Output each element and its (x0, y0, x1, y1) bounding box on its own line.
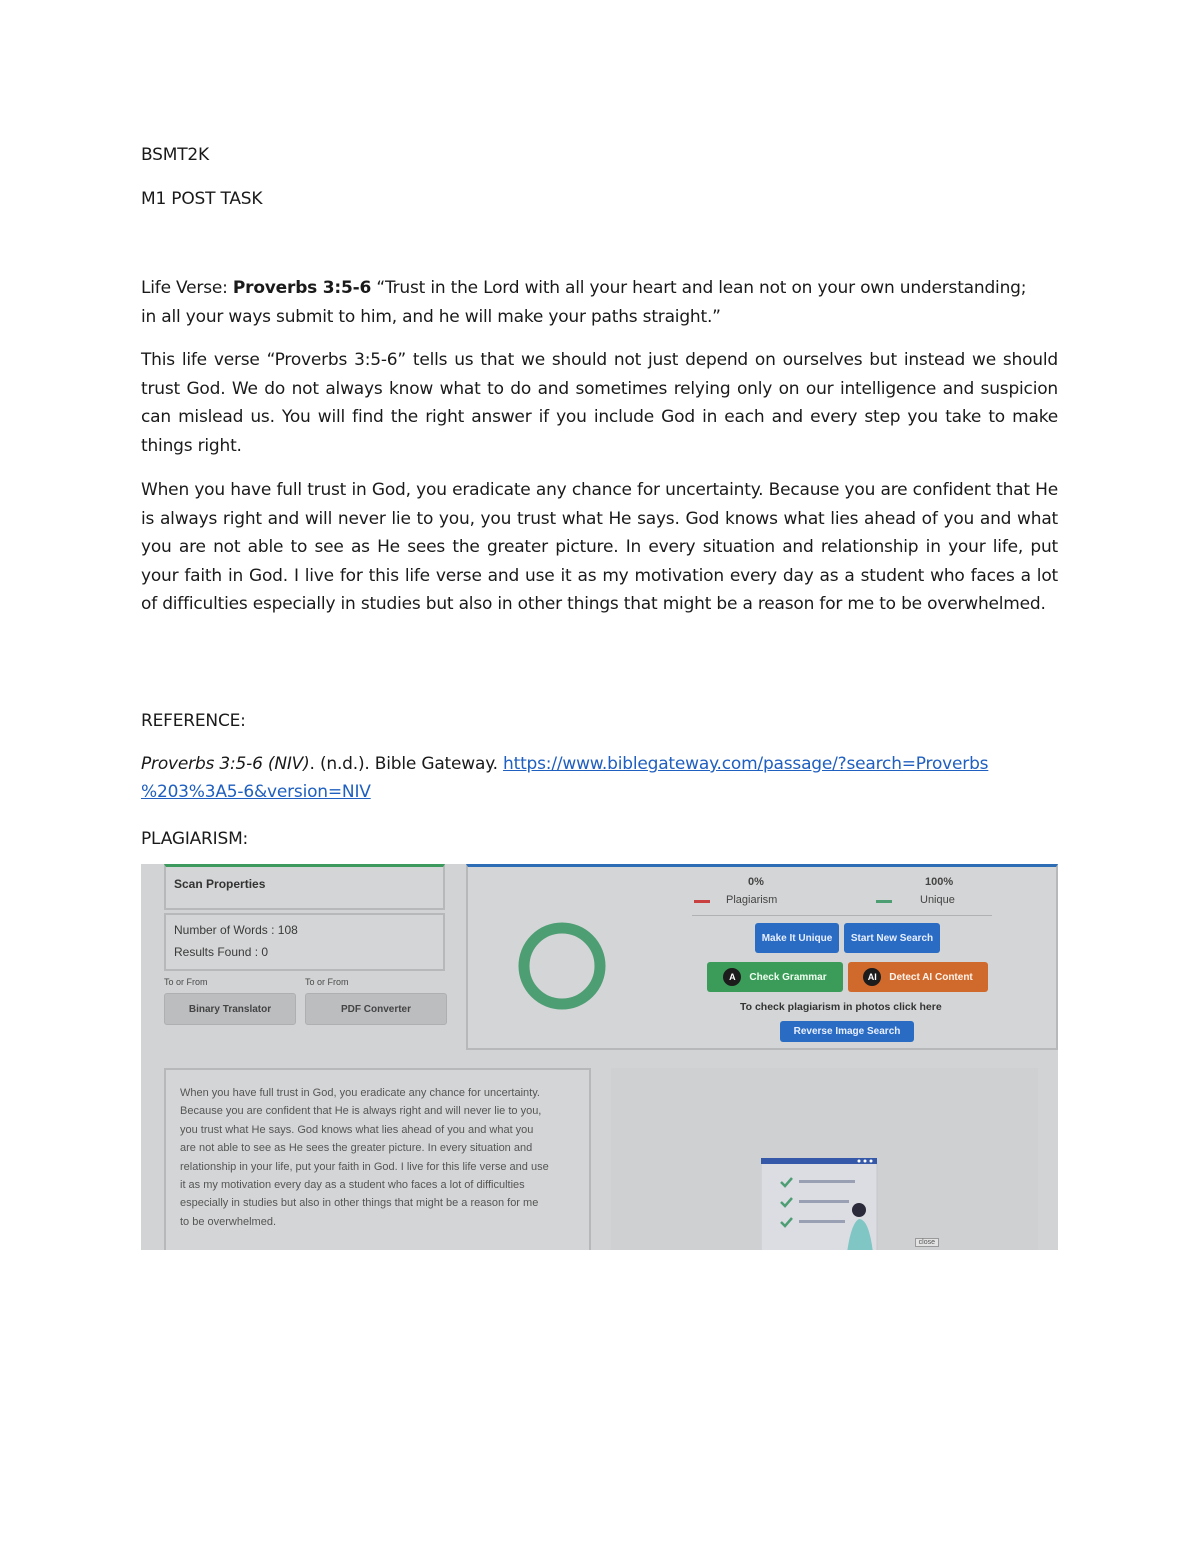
reference-heading: REFERENCE: (141, 711, 246, 731)
scan-stats-panel (164, 913, 445, 971)
essay-line: it as my motivation every day as a student who faces a lot of difficulties (180, 1179, 525, 1192)
essay-line: you trust what He says. God knows what lies ahead of you and what you (180, 1123, 534, 1136)
essay-line: especially in studies but also in other things that might be a reason for me (180, 1197, 539, 1210)
legend-divider (692, 915, 992, 916)
essay-line: to be overwhelmed. (180, 1215, 276, 1228)
unique-percent: 100% (925, 876, 954, 888)
reverse-image-search-button[interactable]: Reverse Image Search (780, 1021, 914, 1042)
check-grammar-button[interactable] (707, 962, 843, 992)
to-or-from-label-2: To or From (305, 977, 349, 987)
word-count: Number of Words : 108 (174, 923, 298, 937)
checklist-illustration (761, 1158, 911, 1250)
plagiarism-label: Plagiarism (726, 894, 778, 906)
course-code: BSMT2K (141, 145, 209, 165)
life-verse-quote-start: “Trust in the Lord with all your heart and lean not on your own understanding; (371, 278, 1027, 298)
ai-icon: AI (863, 968, 881, 986)
ad-panel (611, 1068, 1038, 1250)
plagiarism-donut-chart (516, 920, 608, 1012)
essay-text-area[interactable] (164, 1068, 591, 1250)
paragraph-1: This life verse “Proverbs 3:5-6” tells us that we should not just depend on ourselves but instead we should trust God. We do not always know what to do and sometimes relying only on our intelligence and suspicion can mislead us. You will find the right answer if you include God in each and every step you take to make things right. (141, 350, 1058, 456)
scan-properties-panel (164, 864, 445, 910)
essay-line: are not able to see as He sees the greater picture. In every situation and (180, 1142, 533, 1155)
unique-legend-swatch (876, 900, 892, 903)
reference-title: Proverbs 3:5-6 (NIV) (141, 754, 310, 774)
results-panel (466, 864, 1058, 1050)
detect-ai-label: Detect AI Content (889, 971, 973, 983)
essay-text (180, 1084, 549, 1231)
start-new-search-button[interactable]: Start New Search (844, 923, 940, 953)
reference-link[interactable]: https://www.biblegateway.com/passage/?search=Proverbs (503, 754, 989, 774)
scan-properties-title: Scan Properties (174, 877, 266, 891)
life-verse-reference: Proverbs 3:5-6 (232, 278, 372, 298)
plagiarism-percent: 0% (748, 876, 764, 888)
to-or-from-label-1: To or From (164, 977, 208, 987)
pdf-converter-button[interactable]: PDF Converter (305, 993, 447, 1025)
detect-ai-button[interactable] (848, 962, 988, 992)
task-title: M1 POST TASK (141, 189, 263, 209)
binary-translator-button[interactable]: Binary Translator (164, 993, 296, 1025)
paragraph-2: When you have full trust in God, you eradicate any chance for uncertainty. Because you are confident that He is always right and will never lie to you, you trust what He says. God knows what lies ahead of you and what you are not able to see as He sees the greater picture. In every situation and relationship in your life, put your faith in God. I live for this life verse and use it as my motivation every day as a student who faces a lot of difficulties especially in studies but also in other things that might be a reason for me to be overwhelmed. (141, 480, 1058, 614)
essay-line: When you have full trust in God, you eradicate any chance for uncertainty. (180, 1087, 540, 1099)
life-verse-label: Life Verse: (141, 278, 228, 298)
ad-close-badge[interactable]: close (915, 1238, 939, 1247)
grammar-icon: A (723, 968, 741, 986)
essay-line: relationship in your life, put your faith in God. I live for this life verse and use (180, 1160, 549, 1173)
plagiarism-heading: PLAGIARISM: (141, 829, 249, 849)
plagiarism-legend-swatch (694, 900, 710, 903)
life-verse-line2: in all your ways submit to him, and he will make your paths straight.” (141, 307, 721, 327)
results-found: Results Found : 0 (174, 945, 269, 959)
unique-label: Unique (920, 894, 955, 906)
make-unique-button[interactable]: Make It Unique (755, 923, 839, 953)
reference-citation (141, 754, 988, 774)
essay-line: Because you are confident that He is always right and will never lie to you, (180, 1105, 542, 1118)
life-verse-line1 (141, 278, 1026, 298)
check-grammar-label: Check Grammar (749, 971, 827, 983)
reference-link-continued[interactable] (141, 782, 371, 802)
photo-check-text: To check plagiarism in photos click here (740, 1001, 942, 1013)
reference-source: . (n.d.). Bible Gateway. (309, 754, 504, 774)
plagiarism-screenshot (141, 864, 1058, 1250)
unique-ring (524, 928, 600, 1004)
reference-link-line2[interactable]: %203%3A5-6&version=NIV (141, 782, 371, 802)
